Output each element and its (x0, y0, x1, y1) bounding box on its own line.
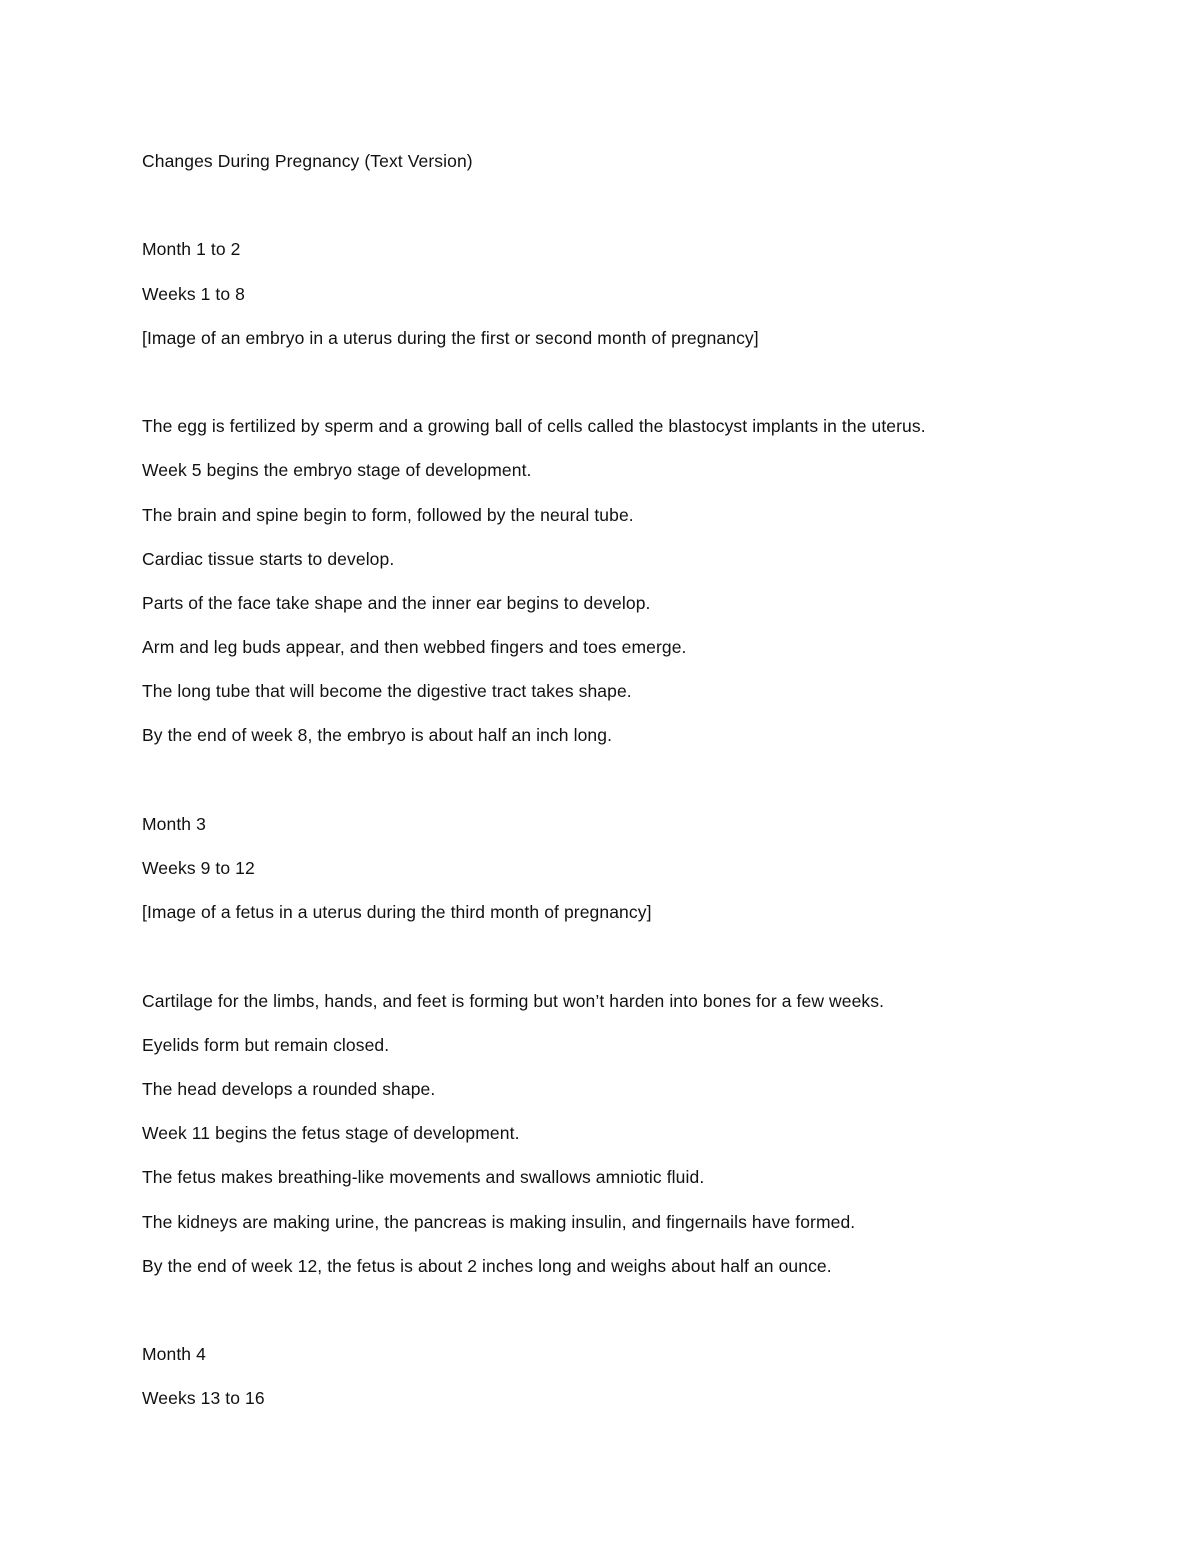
section-weeks-heading: Weeks 9 to 12 (142, 858, 255, 878)
paragraph-line: Cartilage for the limbs, hands, and feet is forming but won’t harden into bones for a few weeks. (142, 990, 885, 1011)
spacer (142, 758, 1102, 802)
document-title: Changes During Pregnancy (Text Version) (142, 151, 473, 171)
section-weeks-heading: Weeks 1 to 8 (142, 283, 246, 304)
paragraph-line: Cardiac tissue starts to develop. (142, 548, 395, 569)
paragraph-line: The egg is fertilized by sperm and a growing ball of cells called the blastocyst implants in the uterus. (142, 416, 926, 437)
spacer (142, 183, 1102, 227)
paragraph-line: Week 11 begins the fetus stage of development. (142, 1123, 520, 1144)
paragraph-line: Parts of the face take shape and the inner ear begins to develop. (142, 592, 651, 613)
document-body (142, 139, 1102, 1420)
section-month-heading: Month 4 (142, 1344, 206, 1365)
paragraph-line: The long tube that will become the digestive tract takes shape. (142, 681, 632, 702)
paragraph-line: Arm and leg buds appear, and then webbed fingers and toes emerge. (142, 637, 687, 658)
spacer (142, 360, 1102, 404)
paragraph-line: The brain and spine begin to form, followed by the neural tube. (142, 504, 634, 525)
paragraph-line: The kidneys are making urine, the pancreas is making insulin, and fingernails have formed. (142, 1211, 856, 1232)
paragraph-line: The fetus makes breathing-like movements and swallows amniotic fluid. (142, 1167, 705, 1188)
spacer (142, 1288, 1102, 1332)
image-caption: [Image of a fetus in a uterus during the third month of pregnancy] (142, 902, 652, 923)
section-month-heading: Month 3 (142, 813, 206, 834)
image-caption: [Image of an embryo in a uterus during the first or second month of pregnancy] (142, 327, 759, 348)
paragraph-line: By the end of week 12, the fetus is about 2 inches long and weighs about half an ounce. (142, 1255, 832, 1276)
section-weeks-heading: Weeks 13 to 16 (142, 1388, 265, 1409)
paragraph-line: By the end of week 8, the embryo is about half an inch long. (142, 725, 613, 746)
paragraph-line: Eyelids form but remain closed. (142, 1034, 390, 1055)
spacer (142, 934, 1102, 978)
section-month-heading: Month 1 to 2 (142, 239, 241, 260)
paragraph-line: The head develops a rounded shape. (142, 1078, 436, 1099)
paragraph-line: Week 5 begins the embryo stage of development. (142, 460, 532, 481)
